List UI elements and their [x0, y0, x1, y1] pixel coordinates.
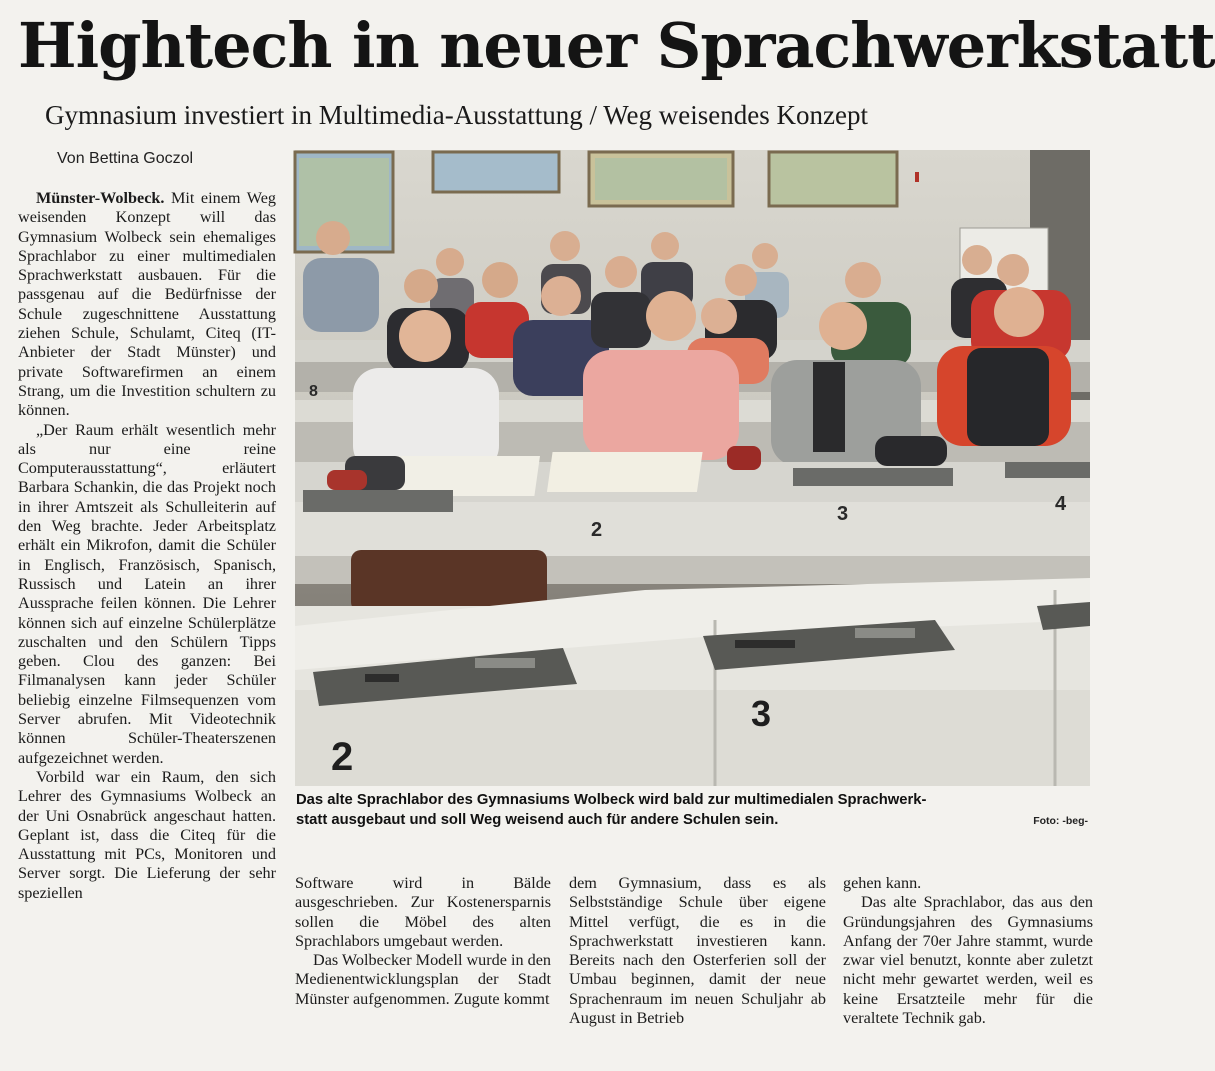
paragraph: Software wird in Bälde ausgeschrieben. Zur Kostenersparnis sollen die Möbel des alten Sprachlabors umgebaut werden. — [295, 874, 551, 950]
article-column-4 — [843, 874, 1093, 1028]
paragraph: gehen kann. — [843, 874, 922, 892]
dateline: Münster-Wolbeck. — [36, 189, 165, 207]
paragraph — [18, 189, 276, 421]
subheadline: Gymnasium investiert in Multimedia-Ausstattung / Weg weisendes Konzept — [45, 100, 868, 130]
photo-credit: Foto: -beg- — [1033, 815, 1088, 827]
paragraph-text: Mit einem Weg weisenden Konzept will das Gymnasium Wolbeck sein ehemaliges Sprachlabor zu einer multimedialen Sprachwerkstatt ausbauen. Für die passgenau auf die Bedürfnisse der Schule zugeschnittene Ausstattung ziehen Schule, Schulamt, Citeq (IT-Anbieter der Stadt Münster) und private Softwarefirmen an einem Strang, um die Investition schultern zu können. — [18, 189, 276, 420]
article-column-3 — [569, 874, 826, 1028]
paragraph: Vorbild war ein Raum, den sich Lehrer des Gymnasiums Wolbeck an der Uni Osnabrück angeschaut hatten. Geplant ist, dass die Citeq für die Ausstattung mit PCs, Monitoren und Server sorgt. Die Lieferung der sehr speziellen — [18, 767, 276, 902]
desk-number: 8 — [309, 383, 318, 400]
desk-number: 3 — [837, 503, 849, 525]
article-column-1 — [18, 189, 276, 903]
desk-number: 3 — [751, 693, 772, 734]
caption-line: statt ausgebaut und soll Weg weisend auch für andere Schulen sein. — [296, 812, 779, 828]
photo-caption — [296, 790, 1090, 830]
byline: Von Bettina Goczol — [57, 150, 194, 167]
desk-number: 2 — [591, 519, 603, 541]
paragraph: Das Wolbecker Modell wurde in den Medienentwicklungsplan der Stadt Münster aufgenommen. Zugute kommt — [295, 951, 551, 1008]
desk-number: 2 — [331, 735, 354, 779]
paragraph: „Der Raum erhält wesentlich mehr als nur eine reine Computerausstattung“, erläutert Barbara Schankin, die das Projekt noch in ihrer Amtszeit als Schulleiterin auf den Weg brachte. Jeder Arbeitsplatz erhält ein Mikrofon, damit die Schüler in Englisch, Französisch, Spanisch, Russisch und Latein an ihrer Aussprache feilen können. Die Lehrer können sich auf einzelne Schülerplätze zuschalten und den Schülern Tipps geben. Clou des ganzen: Bei Filmanalysen kann jeder Schüler beliebig einzelne Filmsequenzen vom Server abrufen. Mit Videotechnik können Schüler-Theaterszenen aufgezeichnet werden. — [18, 420, 276, 767]
article-column-2 — [295, 874, 551, 1009]
caption-line: Das alte Sprachlabor des Gymnasiums Wolbeck wird bald zur multimedialen Sprachwerk- — [296, 792, 927, 808]
paragraph: Das alte Sprachlabor, das aus den Gründungsjahren des Gymnasiums Anfang der 70er Jahre stammt, wurde zwar viel benutzt, konnte aber zuletzt nicht mehr gewartet werden, weil es keine Ersatzteile mehr für die veraltete Technik gab. — [843, 893, 1093, 1028]
paragraph: dem Gymnasium, dass es als Selbstständige Schule über eigene Mittel verfügt, die es in die Sprachwerkstatt investieren kann. Bereits nach den Osterferien soll der Umbau beginnen, damit der neue Sprachenraum im neuen Schuljahr ab August in Betrieb — [569, 874, 826, 1028]
classroom-photo — [295, 150, 1090, 786]
headline: Hightech in neuer Sprachwerkstatt — [18, 9, 1215, 82]
desk-number: 4 — [1055, 493, 1067, 515]
